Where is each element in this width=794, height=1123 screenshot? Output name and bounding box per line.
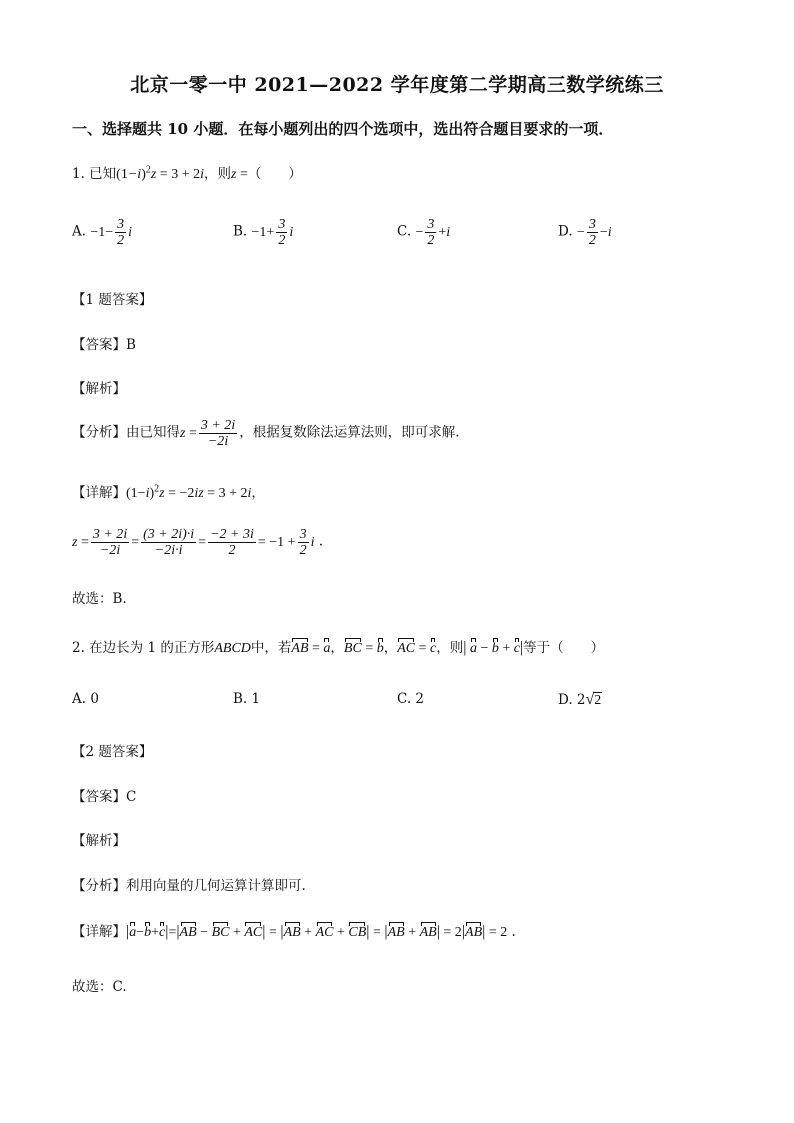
q1-answer-line: 【答案】B — [72, 337, 136, 353]
q2-fenxi: 【分析】利用向量的几何运算计算即可. — [72, 878, 306, 894]
q1-option-d[interactable]: D. − $\frac{3}{2}$ −i — [558, 217, 612, 248]
q1-stem-middle: ，则 — [204, 166, 231, 182]
q1-option-a[interactable]: A. −1− $\frac{3}{2}$ i — [72, 217, 133, 248]
q1-stem — [72, 162, 302, 183]
q2-stem: 2. 在边长为 1 的正方形ABCD中，若AB = a，BC = b，AC = c，则| a − b + c|等于（ ） — [72, 639, 605, 656]
q2-answer-header: 【2 题答案】 — [72, 744, 153, 760]
q1-stem-equation: $(1-i)^2z = 3 + 2i$ — [116, 164, 204, 182]
q1-analysis-label: 【解析】 — [72, 381, 126, 397]
q1-option-b[interactable]: B. −1+ $\frac{3}{2}$ i — [233, 217, 294, 248]
page-title: 北京一零一中 2021—2022 学年度第二学期高三数学统练三 — [130, 74, 664, 96]
q1-xiangjie: 【详解】$(1-i)^2z = -2iz = 3 + 2i$， — [72, 483, 265, 501]
q1-answer-header: 【1 题答案】 — [72, 292, 153, 308]
q1-conclusion: 故选：B. — [72, 591, 127, 607]
q2-analysis-label: 【解析】 — [72, 833, 126, 849]
q2-option-c[interactable]: C. 2 — [397, 691, 425, 707]
q2-answer-line: 【答案】C — [72, 789, 137, 805]
q2-option-d[interactable]: D. 2√2 — [558, 691, 602, 708]
q2-square-name: ABCD — [214, 641, 251, 656]
q1-fenxi: 【分析】由已知得z = $\frac{3 + 2i}{-2i}$ ，根据复数除法运算法则，即可求解. — [72, 418, 460, 449]
q2-option-a[interactable]: A. 0 — [72, 691, 99, 707]
q2-option-b[interactable]: B. 1 — [233, 691, 261, 707]
q1-derivation: z = $\frac{3 + 2i}{-2i}$ = $\frac{(3 + 2i)\cdot i}{-2i\cdot i}$ = $\frac{-2 + 3i}{2}$ = −1 + $\frac{3}{2}$ i . — [72, 527, 324, 558]
section-heading: 一、选择题共 10 小题．在每小题列出的四个选项中，选出符合题目要求的一项． — [72, 120, 614, 138]
q2-xiangjie: 【详解】|a−b+c|=|AB − BC + AC| = |AB + AC + CB| = |AB + AB| = 2|AB| = 2 . — [72, 923, 516, 940]
q2-conclusion: 故选：C. — [72, 979, 127, 995]
q1-answer-value: B — [126, 337, 136, 353]
q1-stem-prefix: 1. 已知 — [72, 166, 117, 182]
q1-stem-z: z = — [231, 167, 248, 182]
q1-stem-bracket: （ ） — [247, 166, 302, 182]
q2-answer-value: C — [126, 789, 137, 805]
q1-option-c[interactable]: C. − $\frac{3}{2}$ +i — [397, 217, 451, 248]
